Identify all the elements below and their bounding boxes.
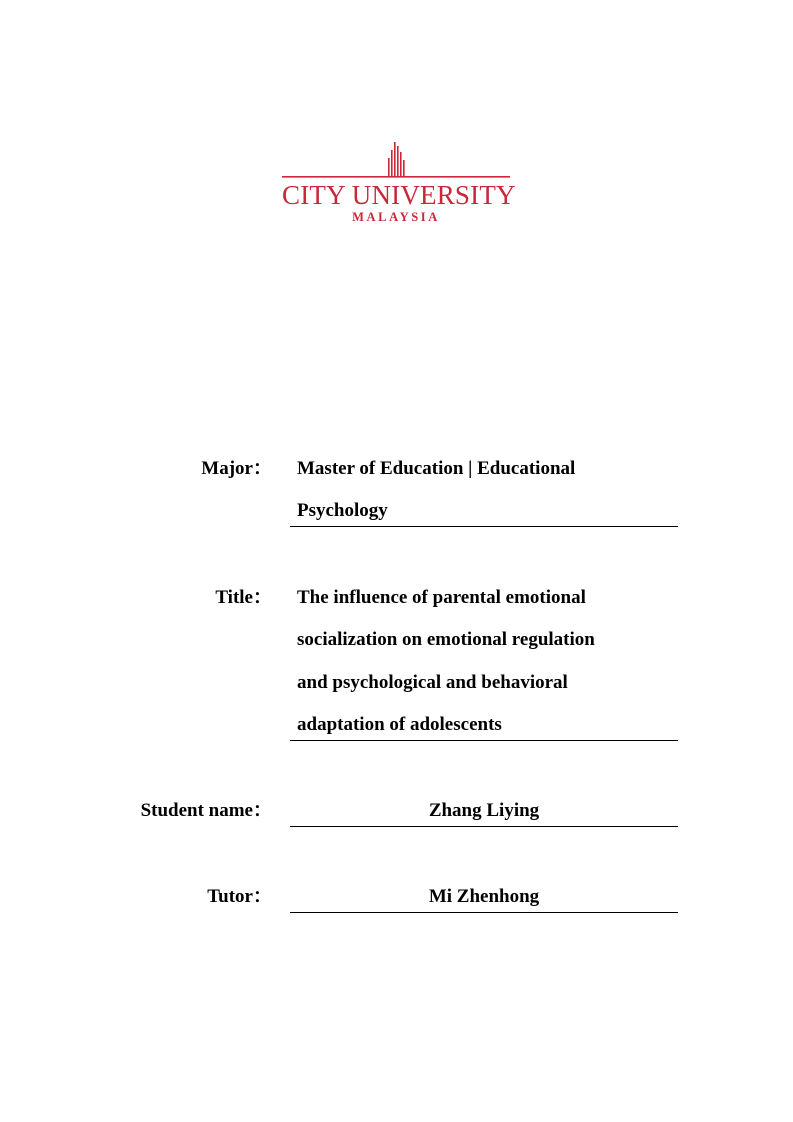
title-label: Title： [215,587,272,608]
major-value-line-1: Master of Education | Educational [297,458,576,479]
student-name-label: Student name： [140,800,272,821]
major-underline [290,526,678,527]
title-value-line-3: and psychological and behavioral [297,672,568,693]
tutor-value: Mi Zhenhong [428,886,540,907]
title-value-line-4: adaptation of adolescents [297,714,502,735]
student-name-underline [290,826,678,827]
student-name-value: Zhang Liying [428,800,540,821]
major-label: Major： [201,458,272,479]
major-value-line-2: Psychology [297,500,388,521]
tutor-underline [290,912,678,913]
title-value-line-2: socialization on emotional regulation [297,629,595,650]
building-bars-icon [282,140,510,180]
title-value-line-1: The influence of parental emotional [297,587,586,608]
logo-university-name: CITY UNIVERSITY [282,180,516,210]
title-underline [290,740,678,741]
logo-country: MALAYSIA [352,210,440,224]
tutor-label: Tutor： [207,886,272,907]
university-logo [282,140,516,230]
